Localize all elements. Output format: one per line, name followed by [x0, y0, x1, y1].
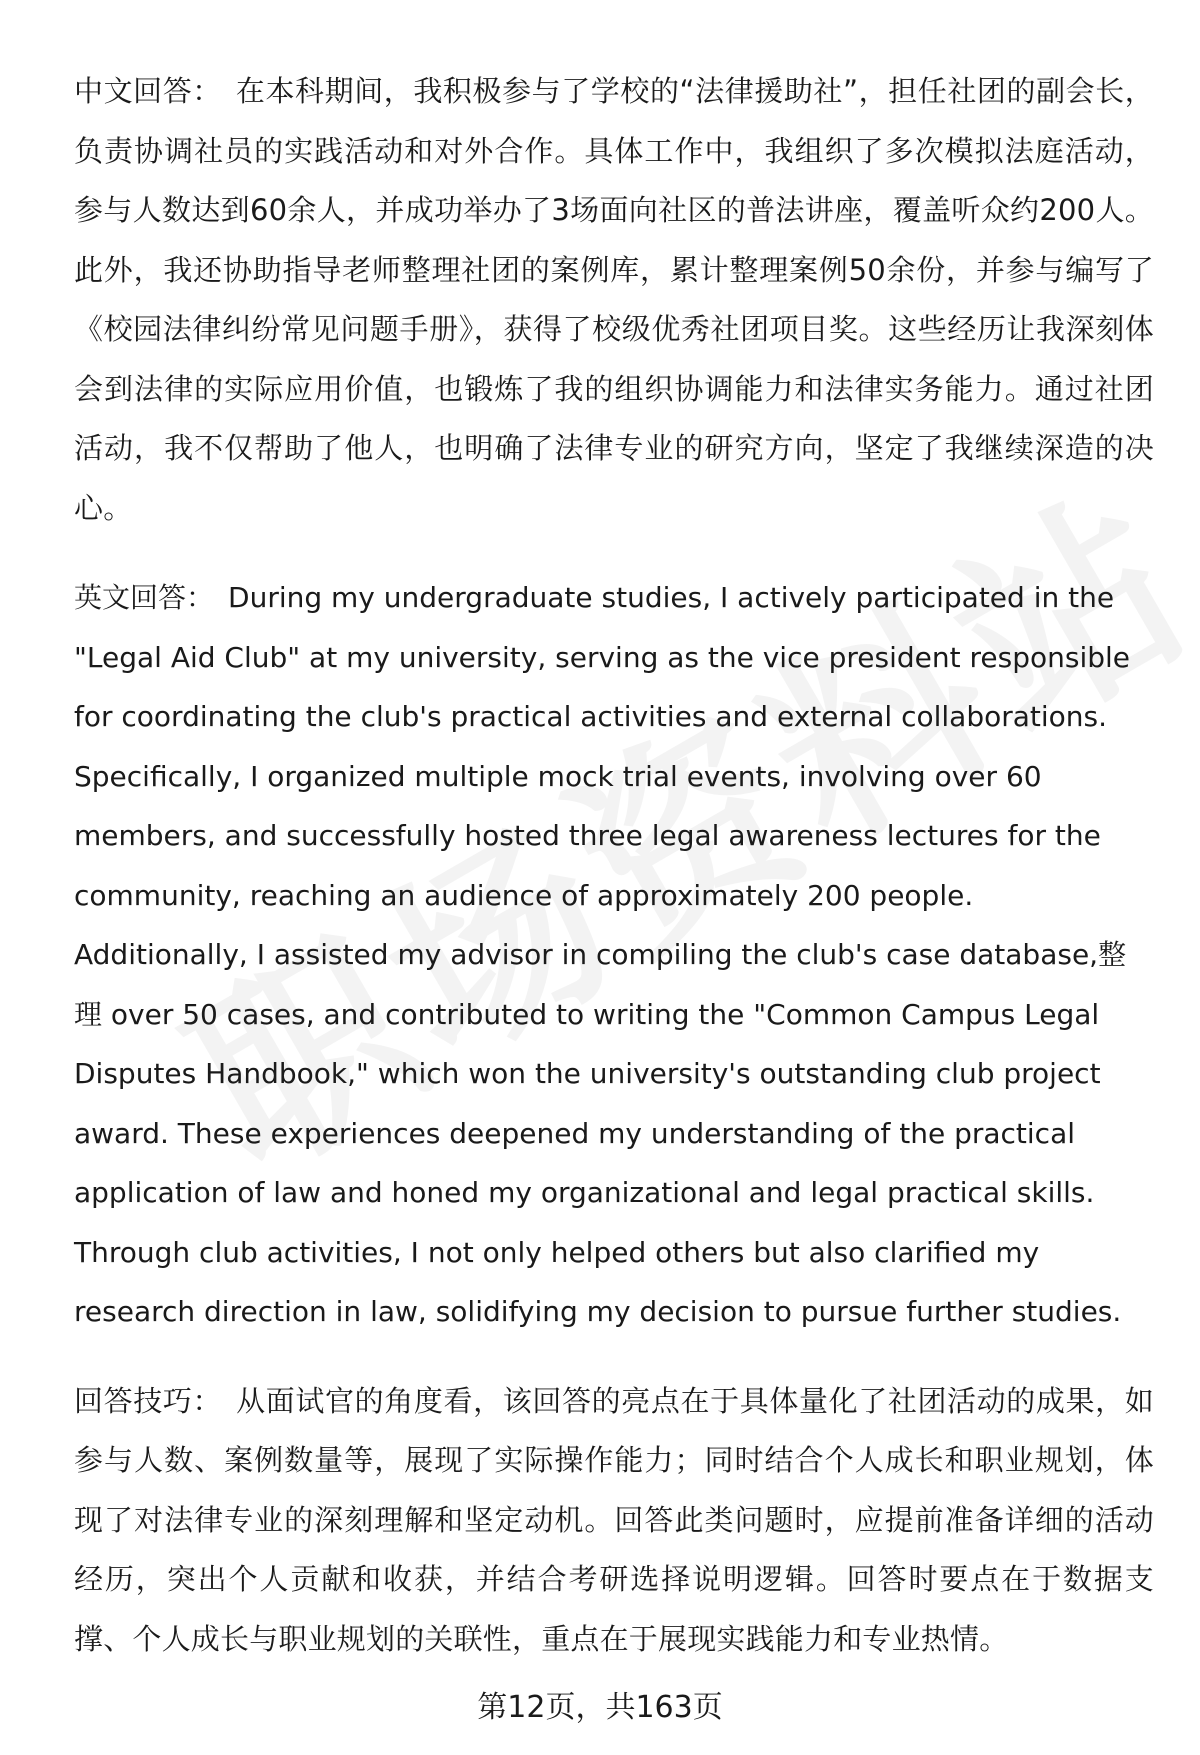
answer-tips-text: 从面试官的角度看，该回答的亮点在于具体量化了社团活动的成果，如参与人数、案例数量等，展现了实际操作能力；同时结合个人成长和职业规划，体现了对法律专业的深刻理解和坚定动机。回答此类问题时，应提前准备详细的活动经历，突出个人贡献和收获，并结合考研选择说明逻辑。回答时要点在于数据支撑、个人成长与职业规划的关联性，重点在于展现实践能力和专业热情。: [74, 1383, 1154, 1656]
document-body: [74, 62, 1154, 1699]
english-answer-text: During my undergraduate studies, I actively participated in the "Legal Aid Club" at my university, serving as the vice president responsible for coordinating the club's practical activities and external collaborations. Specifically, I organized multiple mock trial events, involving over 60 members, and successfully hosted three legal awareness lectures for the community, reaching an audience of approximately 200 people. Additionally, I assisted my advisor in compiling the club's case database,整理 over 50 cases, and contributed to writing the "Common Campus Legal Disputes Handbook," which won the university's outstanding club project award. These experiences deepened my understanding of the practical application of law and honed my organizational and legal practical skills. Through club activities, I not only helped others but also clarified my research direction in law, solidifying my decision to pursue further studies.: [74, 581, 1131, 1328]
chinese-answer-text: 在本科期间，我积极参与了学校的“法律援助社”，担任社团的副会长，负责协调社员的实践活动和对外合作。具体工作中，我组织了多次模拟法庭活动，参与人数达到60余人，并成功举办了3场面向社区的普法讲座，覆盖听众约200人。此外，我还协助指导老师整理社团的案例库，累计整理案例50余份，并参与编写了《校园法律纠纷常见问题手册》，获得了校级优秀社团项目奖。这些经历让我深刻体会到法律的实际应用价值，也锻炼了我的组织协调能力和法律实务能力。通过社团活动，我不仅帮助了他人，也明确了法律专业的研究方向，坚定了我继续深造的决心。: [74, 74, 1154, 525]
answer-tips-label: 回答技巧：: [74, 1383, 223, 1418]
chinese-answer-label: 中文回答：: [74, 74, 222, 108]
english-answer-label: 英文回答：: [74, 581, 215, 614]
chinese-answer-paragraph: [74, 62, 1154, 538]
answer-tips-paragraph: [74, 1372, 1154, 1670]
english-answer-paragraph: [74, 568, 1154, 1342]
page-number: 第12页，共163页: [477, 1690, 723, 1725]
